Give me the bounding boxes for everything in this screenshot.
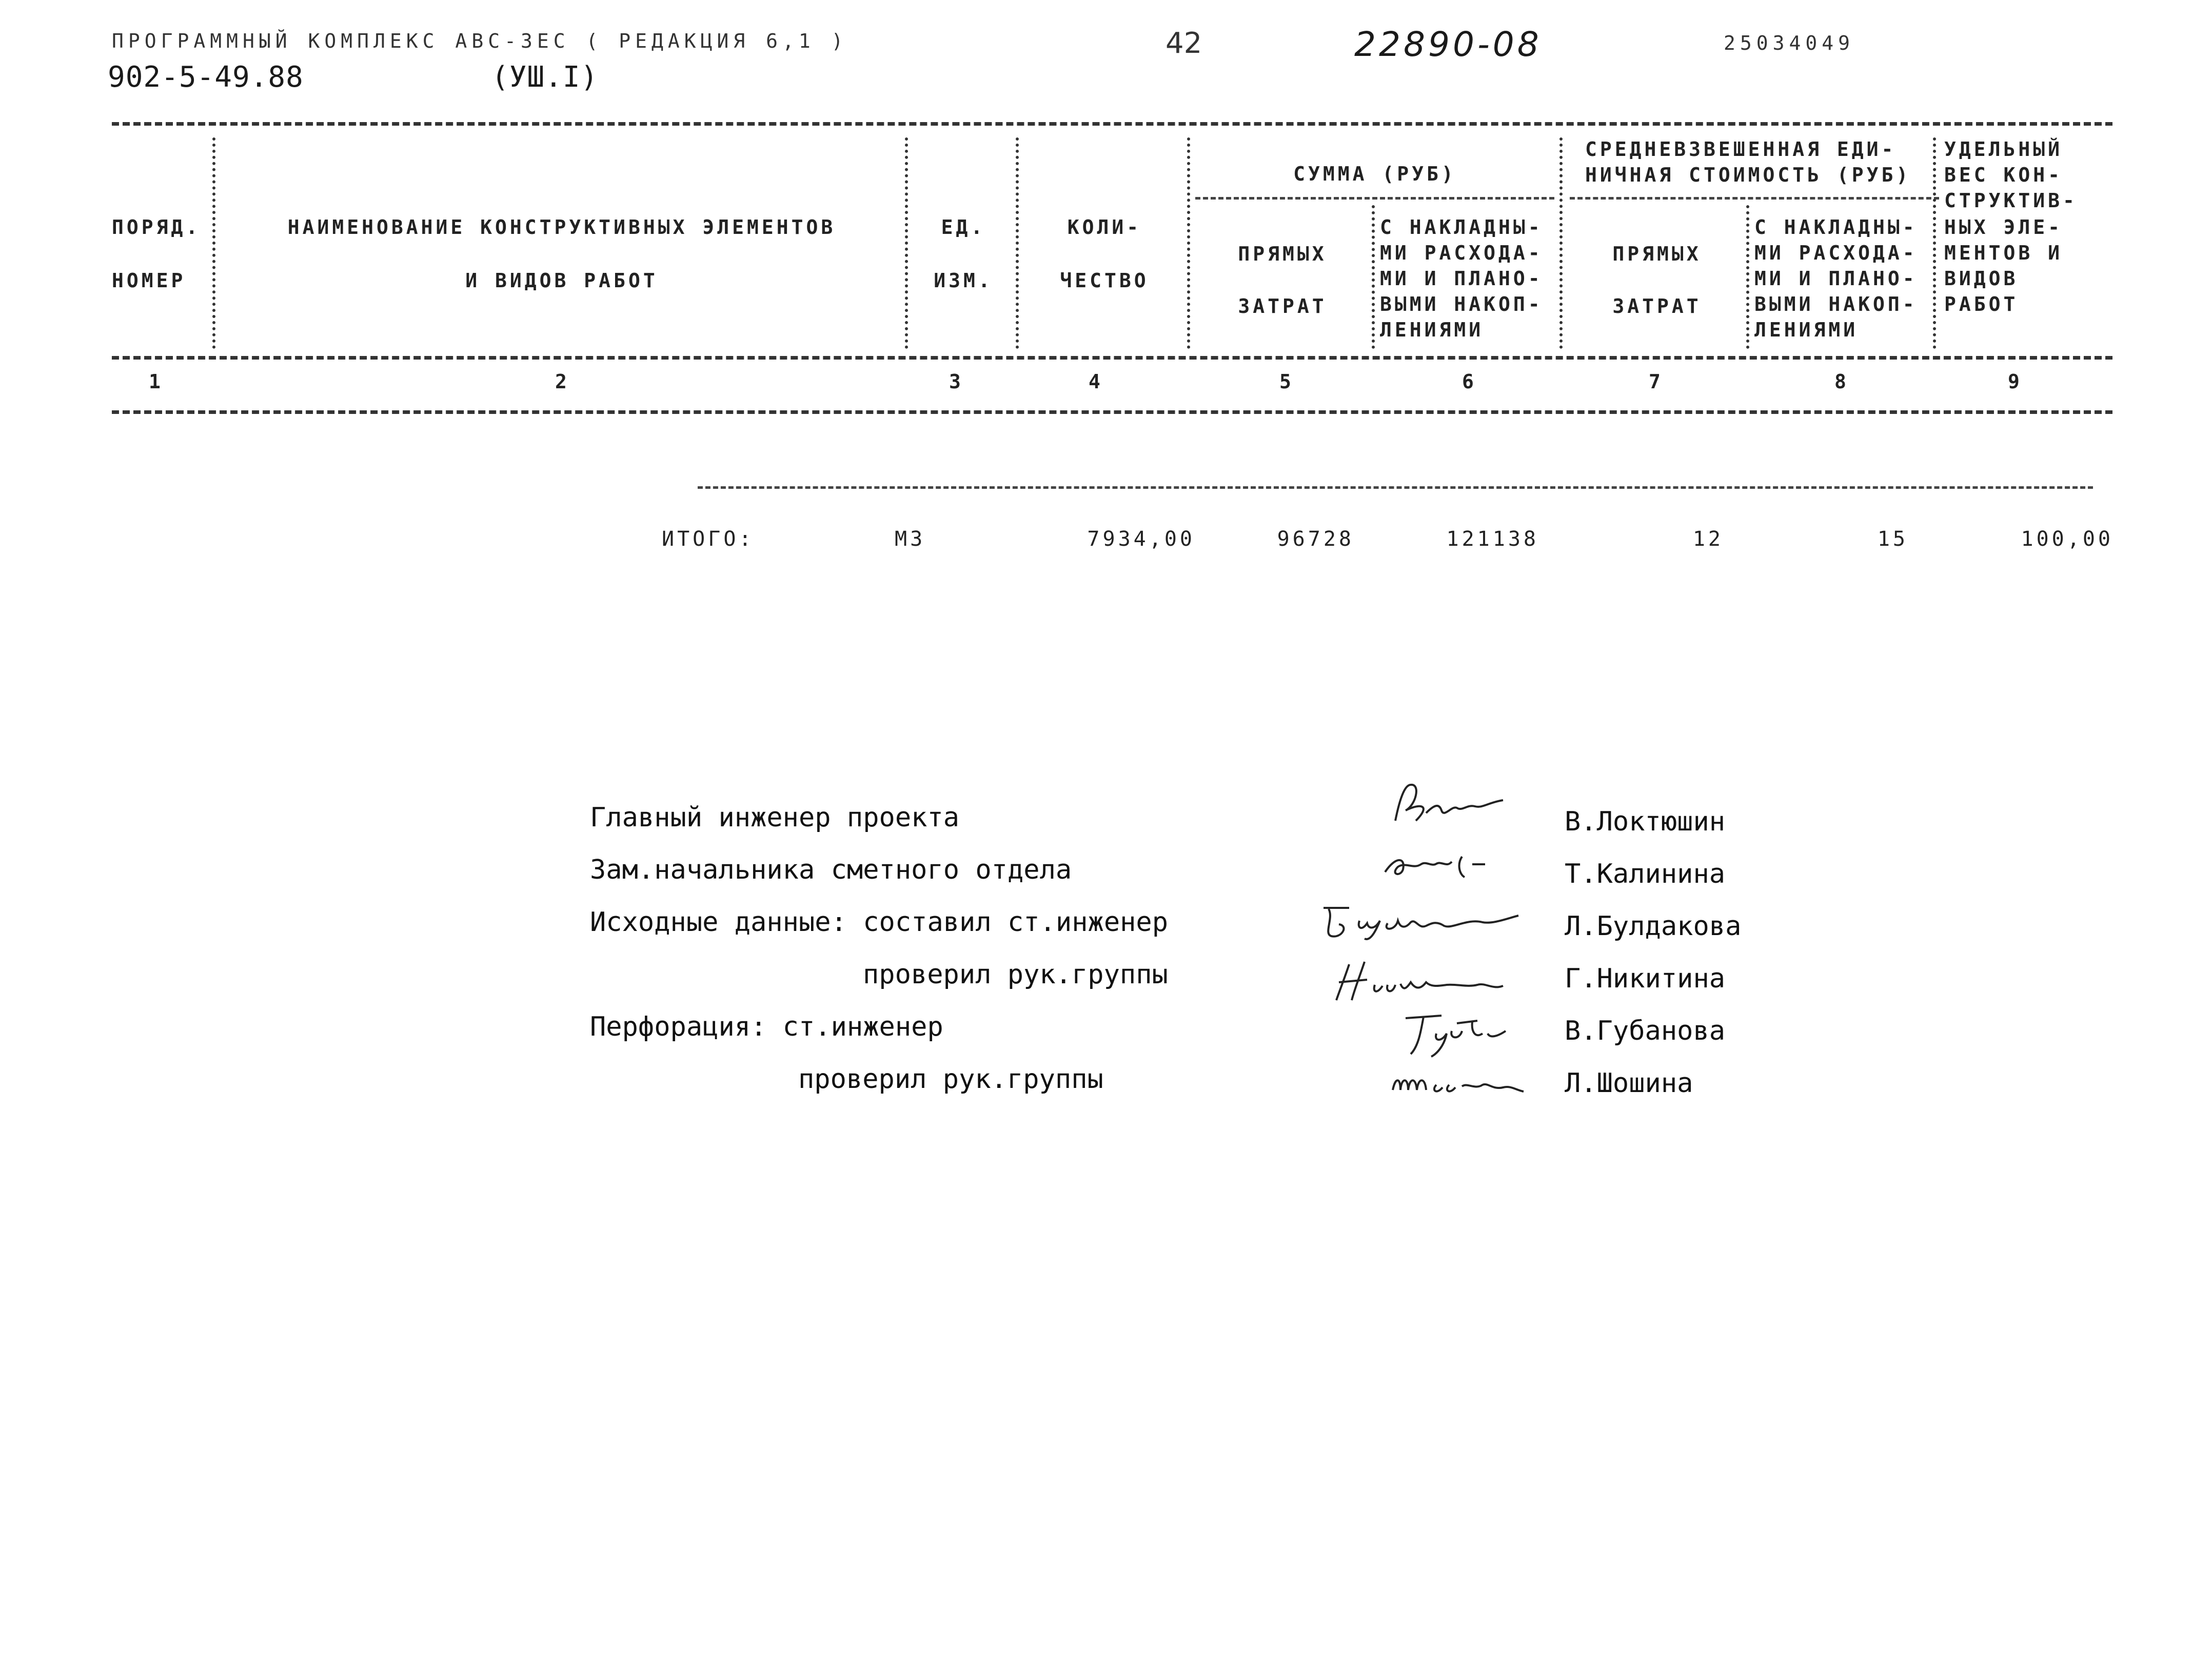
signature-kalinina-icon <box>1375 841 1508 887</box>
role-checked-group-head: проверил рук.группы <box>863 959 1168 990</box>
totals-label: ИТОГО: <box>662 527 755 551</box>
header-unit-line2: ИЗМ. <box>934 269 993 292</box>
header-unit-line1: ЕД. <box>941 216 986 239</box>
column-number-9: 9 <box>2008 370 2020 393</box>
header-order-line1: ПОРЯД. <box>112 216 201 239</box>
header-qty-line1: КОЛИ- <box>1067 216 1142 239</box>
program-line: ПРОГРАММНЫЙ КОМПЛЕКС АВС-ЗЕС ( РЕДАКЦИЯ 6,1 ) <box>112 30 848 52</box>
header-avg-overhead-l1: С НАКЛАДНЫ- <box>1754 216 1918 239</box>
header-avg-overhead-l3: МИ И ПЛАНО- <box>1754 267 1918 290</box>
totals-unit: М3 <box>895 527 926 551</box>
header-bottom-rule <box>112 356 2112 360</box>
column-number-4: 4 <box>1089 370 1100 393</box>
header-qty-line2: ЧЕСТВО <box>1060 269 1149 292</box>
role-initial-data: Исходные данные: составил ст.инженер <box>590 907 1169 938</box>
page-number: 42 <box>1166 27 1202 60</box>
sum-group-rule <box>1195 197 1554 200</box>
name-loktyushin: В.Локтюшин <box>1565 806 1726 837</box>
header-share-l3: СТРУКТИВ- <box>1944 189 2078 212</box>
project-code: 902-5-49.88 <box>108 61 304 94</box>
header-share-l7: РАБОТ <box>1944 293 2019 315</box>
registration-number: 25034049 <box>1724 32 1855 54</box>
header-avg-group-line1: СРЕДНЕВЗВЕШЕННАЯ ЕДИ- <box>1585 138 1897 161</box>
role-perforation: Перфорация: ст.инженер <box>590 1012 943 1042</box>
header-order-line2: НОМЕР <box>112 269 186 292</box>
document-code: 22890-08 <box>1354 25 1542 64</box>
header-share-l2: ВЕС КОН- <box>1944 164 2063 186</box>
col-separator <box>1559 137 1563 349</box>
column-number-5: 5 <box>1279 370 1291 393</box>
table-top-rule <box>112 122 2112 126</box>
totals-share: 100,00 <box>2021 527 2114 551</box>
col-separator <box>905 137 908 349</box>
header-name-line2: И ВИДОВ РАБОТ <box>465 269 658 292</box>
name-shoshina: Л.Шошина <box>1565 1068 1693 1099</box>
header-sum-direct-line2: ЗАТРАТ <box>1238 295 1327 318</box>
column-number-8: 8 <box>1834 370 1846 393</box>
header-avg-group-line2: НИЧНАЯ СТОИМОСТЬ (РУБ) <box>1585 164 1911 186</box>
header-avg-overhead-l4: ВЫМИ НАКОП- <box>1754 293 1918 315</box>
header-avg-overhead-l2: МИ РАСХОДА- <box>1754 242 1918 264</box>
section-code: (УШ.I) <box>491 61 599 94</box>
header-share-l1: УДЕЛЬНЫЙ <box>1944 138 2063 161</box>
totals-sum-overhead: 121138 <box>1446 527 1539 551</box>
signature-gubanova-icon <box>1395 1005 1518 1062</box>
header-name-line1: НАИМЕНОВАНИЕ КОНСТРУКТИВНЫХ ЭЛЕМЕНТОВ <box>287 216 836 239</box>
header-share-l4: НЫХ ЭЛЕ- <box>1944 216 2063 239</box>
role-chief-engineer: Главный инженер проекта <box>590 802 960 833</box>
table-bottom-rule <box>112 410 2112 414</box>
header-sum-overhead-l1: С НАКЛАДНЫ- <box>1380 216 1543 239</box>
header-sum-group: СУММА (РУБ) <box>1293 163 1456 185</box>
header-sum-direct-line1: ПРЯМЫХ <box>1238 243 1327 265</box>
signature-shoshina-icon <box>1385 1062 1539 1103</box>
header-share-l6: ВИДОВ <box>1944 267 2019 290</box>
header-sum-overhead-l2: МИ РАСХОДА- <box>1380 242 1543 264</box>
column-number-6: 6 <box>1462 370 1474 393</box>
col-separator <box>1933 137 1936 349</box>
avg-group-rule <box>1570 197 1939 200</box>
column-number-2: 2 <box>555 370 567 393</box>
totals-quantity: 7934,00 <box>1087 527 1195 551</box>
totals-avg-direct: 12 <box>1692 527 1724 551</box>
col-separator <box>1746 205 1749 349</box>
col-separator <box>1016 137 1019 349</box>
header-avg-direct-line2: ЗАТРАТ <box>1612 295 1702 318</box>
header-sum-overhead-l3: МИ И ПЛАНО- <box>1380 267 1543 290</box>
header-avg-direct-line1: ПРЯМЫХ <box>1612 243 1702 265</box>
signature-nikitina-icon <box>1329 954 1513 1005</box>
signature-buldakova-icon <box>1313 898 1529 944</box>
header-sum-overhead-l4: ВЫМИ НАКОП- <box>1380 293 1543 315</box>
col-separator <box>212 137 215 349</box>
name-buldakova: Л.Булдакова <box>1565 911 1742 942</box>
col-separator <box>1372 205 1375 349</box>
role-perforation-checked: проверил рук.группы <box>798 1064 1103 1095</box>
column-number-7: 7 <box>1649 370 1661 393</box>
col-separator <box>1187 137 1190 349</box>
signature-loktyushin-icon <box>1385 775 1518 831</box>
header-share-l5: МЕНТОВ И <box>1944 242 2063 264</box>
column-number-3: 3 <box>949 370 961 393</box>
header-sum-overhead-l5: ЛЕНИЯМИ <box>1380 319 1484 341</box>
name-nikitina: Г.Никитина <box>1565 963 1726 994</box>
totals-sum-direct: 96728 <box>1277 527 1354 551</box>
totals-rule <box>698 486 2093 489</box>
role-deputy-head: Зам.начальника сметного отдела <box>590 855 1072 885</box>
column-number-1: 1 <box>149 370 161 393</box>
name-gubanova: В.Губанова <box>1565 1016 1726 1046</box>
name-kalinina: Т.Калинина <box>1565 859 1726 889</box>
totals-avg-overhead: 15 <box>1877 527 1908 551</box>
header-avg-overhead-l5: ЛЕНИЯМИ <box>1754 319 1859 341</box>
